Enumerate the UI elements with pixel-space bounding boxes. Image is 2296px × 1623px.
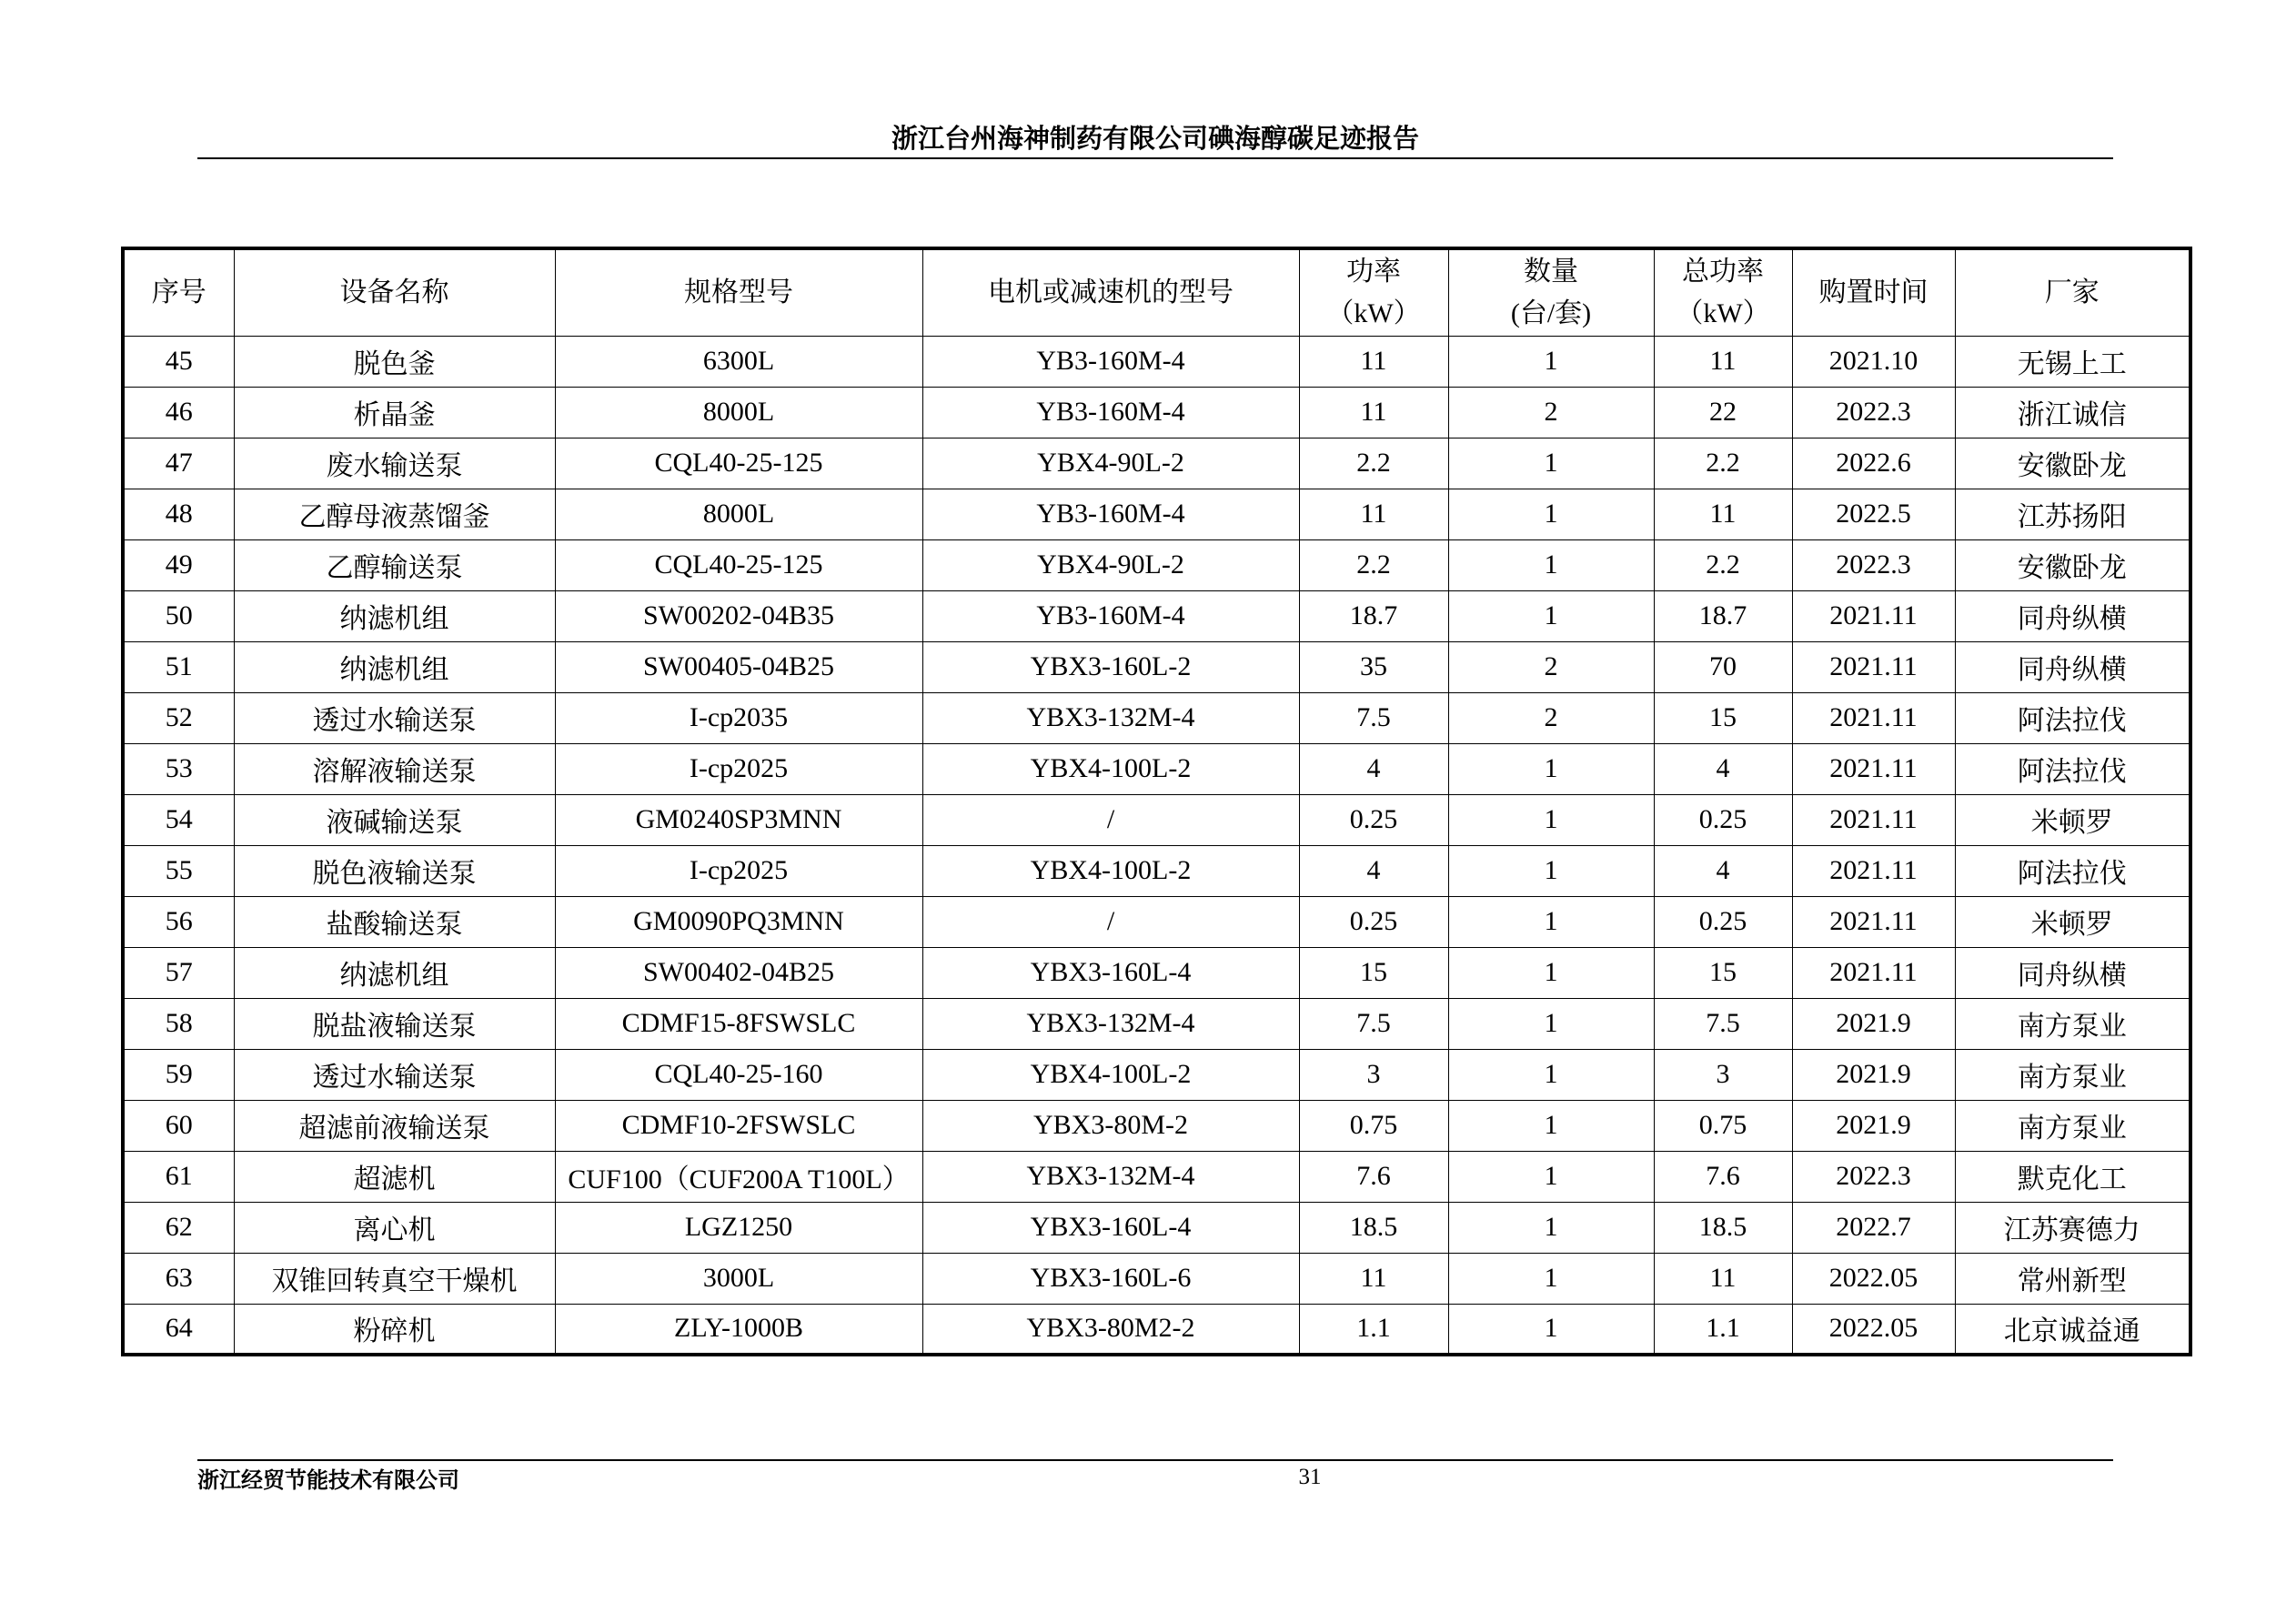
table-cell: 北京诚益通 bbox=[1955, 1304, 2190, 1355]
table-row bbox=[123, 1304, 2190, 1355]
table-cell: 2022.3 bbox=[1792, 387, 1955, 438]
table-cell: 1 bbox=[1448, 998, 1654, 1049]
table-cell: 59 bbox=[123, 1049, 234, 1100]
table-cell: 南方泵业 bbox=[1955, 1049, 2190, 1100]
column-header bbox=[922, 248, 1299, 336]
table-cell: 57 bbox=[123, 947, 234, 998]
table-cell: YBX3-132M-4 bbox=[922, 1151, 1299, 1202]
table-row bbox=[123, 896, 2190, 947]
table-cell: 超滤前液输送泵 bbox=[234, 1100, 555, 1151]
table-cell: YBX3-132M-4 bbox=[922, 692, 1299, 743]
column-header bbox=[1299, 248, 1448, 336]
table-cell: 1 bbox=[1448, 1304, 1654, 1355]
table-cell: 54 bbox=[123, 794, 234, 845]
table-cell: 2021.9 bbox=[1792, 1049, 1955, 1100]
table-row bbox=[123, 539, 2190, 590]
column-header-label: 功率 bbox=[1346, 256, 1401, 287]
table-cell: 48 bbox=[123, 489, 234, 539]
table-cell: 64 bbox=[123, 1304, 234, 1355]
table-cell: 62 bbox=[123, 1202, 234, 1253]
table-cell: 22 bbox=[1654, 387, 1792, 438]
table-cell: 2.2 bbox=[1299, 539, 1448, 590]
table-row bbox=[123, 845, 2190, 896]
table-cell: SW00405-04B25 bbox=[555, 641, 922, 692]
table-cell: 粉碎机 bbox=[234, 1304, 555, 1355]
table-cell: 液碱输送泵 bbox=[234, 794, 555, 845]
table-row bbox=[123, 1253, 2190, 1304]
table-cell: 纳滤机组 bbox=[234, 590, 555, 641]
table-cell: I-cp2025 bbox=[555, 845, 922, 896]
table-cell: 脱盐液输送泵 bbox=[234, 998, 555, 1049]
table-cell: 2022.6 bbox=[1792, 438, 1955, 489]
table-cell: 1 bbox=[1448, 947, 1654, 998]
column-header-label: （kW） bbox=[1326, 297, 1421, 328]
table-cell: YBX3-160L-4 bbox=[922, 947, 1299, 998]
table-cell: 1 bbox=[1448, 1100, 1654, 1151]
table-cell: 1.1 bbox=[1654, 1304, 1792, 1355]
footer-rule bbox=[197, 1459, 2113, 1461]
table-cell: 7.5 bbox=[1299, 692, 1448, 743]
table-cell: 1 bbox=[1448, 743, 1654, 794]
table-cell: 1 bbox=[1448, 336, 1654, 387]
table-cell: YBX3-160L-2 bbox=[922, 641, 1299, 692]
table-cell: 15 bbox=[1654, 692, 1792, 743]
table-cell: 3000L bbox=[555, 1253, 922, 1304]
table-cell: I-cp2035 bbox=[555, 692, 922, 743]
column-header-label: 规格型号 bbox=[684, 277, 793, 307]
table-cell: 4 bbox=[1654, 743, 1792, 794]
table-cell: GM0240SP3MNN bbox=[555, 794, 922, 845]
table-cell: 盐酸输送泵 bbox=[234, 896, 555, 947]
table-cell: 安徽卧龙 bbox=[1955, 438, 2190, 489]
column-header bbox=[1955, 248, 2190, 336]
column-header-label: 电机或减速机的型号 bbox=[988, 277, 1234, 307]
table-cell: / bbox=[922, 794, 1299, 845]
table-cell: 50 bbox=[123, 590, 234, 641]
table-cell: YBX3-160L-4 bbox=[922, 1202, 1299, 1253]
table-cell: 纳滤机组 bbox=[234, 641, 555, 692]
table-row bbox=[123, 590, 2190, 641]
table-cell: YBX4-100L-2 bbox=[922, 1049, 1299, 1100]
equipment-table-container bbox=[121, 247, 2192, 1356]
table-cell: 11 bbox=[1299, 336, 1448, 387]
table-body bbox=[123, 336, 2190, 1355]
table-cell: 透过水输送泵 bbox=[234, 1049, 555, 1100]
table-cell: 11 bbox=[1299, 1253, 1448, 1304]
table-cell: 默克化工 bbox=[1955, 1151, 2190, 1202]
column-header bbox=[234, 248, 555, 336]
table-row bbox=[123, 438, 2190, 489]
table-cell: 15 bbox=[1654, 947, 1792, 998]
table-cell: 1 bbox=[1448, 1253, 1654, 1304]
table-cell: 阿法拉伐 bbox=[1955, 845, 2190, 896]
table-cell: YBX3-160L-6 bbox=[922, 1253, 1299, 1304]
table-cell: 2021.10 bbox=[1792, 336, 1955, 387]
equipment-table bbox=[121, 247, 2192, 1356]
table-cell: 2021.11 bbox=[1792, 590, 1955, 641]
table-cell: 米顿罗 bbox=[1955, 794, 2190, 845]
table-cell: 18.5 bbox=[1654, 1202, 1792, 1253]
table-cell: 2.2 bbox=[1654, 438, 1792, 489]
table-cell: CQL40-25-160 bbox=[555, 1049, 922, 1100]
table-cell: 4 bbox=[1299, 743, 1448, 794]
table-cell: 46 bbox=[123, 387, 234, 438]
table-cell: 7.5 bbox=[1299, 998, 1448, 1049]
table-cell: 江苏扬阳 bbox=[1955, 489, 2190, 539]
table-cell: LGZ1250 bbox=[555, 1202, 922, 1253]
table-cell: 0.75 bbox=[1654, 1100, 1792, 1151]
table-cell: 63 bbox=[123, 1253, 234, 1304]
table-cell: YBX4-90L-2 bbox=[922, 438, 1299, 489]
table-cell: 8000L bbox=[555, 489, 922, 539]
table-cell: 11 bbox=[1654, 1253, 1792, 1304]
table-cell: CUF100（CUF200A T100L） bbox=[555, 1151, 922, 1202]
table-cell: 2021.11 bbox=[1792, 692, 1955, 743]
table-cell: 45 bbox=[123, 336, 234, 387]
table-cell: CQL40-25-125 bbox=[555, 539, 922, 590]
table-cell: 47 bbox=[123, 438, 234, 489]
table-cell: 15 bbox=[1299, 947, 1448, 998]
column-header bbox=[1792, 248, 1955, 336]
table-header-row bbox=[123, 248, 2190, 336]
column-header bbox=[123, 248, 234, 336]
table-cell: 2021.11 bbox=[1792, 896, 1955, 947]
table-cell: 2.2 bbox=[1654, 539, 1792, 590]
table-cell: 11 bbox=[1654, 336, 1792, 387]
table-cell: 超滤机 bbox=[234, 1151, 555, 1202]
column-header bbox=[1448, 248, 1654, 336]
table-cell: 阿法拉伐 bbox=[1955, 692, 2190, 743]
table-row bbox=[123, 794, 2190, 845]
table-cell: 南方泵业 bbox=[1955, 998, 2190, 1049]
column-header-label: (台/套) bbox=[1510, 297, 1592, 328]
table-cell: 米顿罗 bbox=[1955, 896, 2190, 947]
table-cell: 浙江诚信 bbox=[1955, 387, 2190, 438]
table-cell: 70 bbox=[1654, 641, 1792, 692]
table-cell: 2022.05 bbox=[1792, 1304, 1955, 1355]
table-cell: 1 bbox=[1448, 896, 1654, 947]
table-cell: ZLY-1000B bbox=[555, 1304, 922, 1355]
table-cell: 1 bbox=[1448, 1049, 1654, 1100]
table-cell: 55 bbox=[123, 845, 234, 896]
table-cell: 0.25 bbox=[1654, 794, 1792, 845]
table-cell: 2022.3 bbox=[1792, 539, 1955, 590]
table-cell: YBX3-132M-4 bbox=[922, 998, 1299, 1049]
table-cell: 61 bbox=[123, 1151, 234, 1202]
column-header-label: 设备名称 bbox=[339, 277, 449, 307]
table-row bbox=[123, 947, 2190, 998]
table-cell: 4 bbox=[1654, 845, 1792, 896]
table-cell: 南方泵业 bbox=[1955, 1100, 2190, 1151]
table-cell: 1 bbox=[1448, 438, 1654, 489]
table-cell: 双锥回转真空干燥机 bbox=[234, 1253, 555, 1304]
table-cell: 2021.11 bbox=[1792, 743, 1955, 794]
table-row bbox=[123, 641, 2190, 692]
table-cell: 0.25 bbox=[1299, 896, 1448, 947]
table-cell: 2 bbox=[1448, 641, 1654, 692]
column-header-label: 厂家 bbox=[2044, 277, 2100, 307]
table-cell: SW00402-04B25 bbox=[555, 947, 922, 998]
table-cell: 1.1 bbox=[1299, 1304, 1448, 1355]
table-cell: 51 bbox=[123, 641, 234, 692]
table-cell: 安徽卧龙 bbox=[1955, 539, 2190, 590]
table-cell: YB3-160M-4 bbox=[922, 387, 1299, 438]
table-row bbox=[123, 1049, 2190, 1100]
table-cell: GM0090PQ3MNN bbox=[555, 896, 922, 947]
table-cell: 60 bbox=[123, 1100, 234, 1151]
table-cell: 52 bbox=[123, 692, 234, 743]
column-header-label: 序号 bbox=[151, 277, 206, 307]
table-cell: 56 bbox=[123, 896, 234, 947]
table-cell: 7.6 bbox=[1299, 1151, 1448, 1202]
table-cell: 4 bbox=[1299, 845, 1448, 896]
table-cell: 乙醇母液蒸馏釜 bbox=[234, 489, 555, 539]
table-cell: 3 bbox=[1299, 1049, 1448, 1100]
table-row bbox=[123, 692, 2190, 743]
table-cell: 常州新型 bbox=[1955, 1253, 2190, 1304]
table-cell: 2021.11 bbox=[1792, 794, 1955, 845]
table-cell: YBX3-80M2-2 bbox=[922, 1304, 1299, 1355]
table-row bbox=[123, 998, 2190, 1049]
table-cell: 8000L bbox=[555, 387, 922, 438]
table-cell: 2021.11 bbox=[1792, 947, 1955, 998]
table-cell: 2021.9 bbox=[1792, 1100, 1955, 1151]
table-row bbox=[123, 1202, 2190, 1253]
table-cell: 0.25 bbox=[1654, 896, 1792, 947]
table-cell: 18.5 bbox=[1299, 1202, 1448, 1253]
table-cell: 阿法拉伐 bbox=[1955, 743, 2190, 794]
table-cell: 2022.3 bbox=[1792, 1151, 1955, 1202]
table-row bbox=[123, 336, 2190, 387]
table-cell: 0.75 bbox=[1299, 1100, 1448, 1151]
table-cell: 2021.11 bbox=[1792, 845, 1955, 896]
table-cell: 1 bbox=[1448, 845, 1654, 896]
table-cell: 透过水输送泵 bbox=[234, 692, 555, 743]
table-row bbox=[123, 387, 2190, 438]
table-cell: SW00202-04B35 bbox=[555, 590, 922, 641]
table-cell: 同舟纵横 bbox=[1955, 590, 2190, 641]
table-cell: 废水输送泵 bbox=[234, 438, 555, 489]
table-cell: 2.2 bbox=[1299, 438, 1448, 489]
table-cell: YB3-160M-4 bbox=[922, 489, 1299, 539]
table-row bbox=[123, 489, 2190, 539]
table-cell: 脱色液输送泵 bbox=[234, 845, 555, 896]
page-number: 31 bbox=[1298, 1465, 1322, 1489]
table-cell: 2022.7 bbox=[1792, 1202, 1955, 1253]
header-rule bbox=[197, 157, 2113, 159]
footer-company-name: 浙江经贸节能技术有限公司 bbox=[197, 1467, 459, 1493]
table-row bbox=[123, 743, 2190, 794]
table-cell: 江苏赛德力 bbox=[1955, 1202, 2190, 1253]
table-cell: CDMF10-2FSWSLC bbox=[555, 1100, 922, 1151]
table-cell: 1 bbox=[1448, 489, 1654, 539]
table-cell: 析晶釜 bbox=[234, 387, 555, 438]
table-cell: 1 bbox=[1448, 590, 1654, 641]
table-cell: 18.7 bbox=[1299, 590, 1448, 641]
column-header-label: 数量 bbox=[1524, 256, 1578, 287]
table-cell: 53 bbox=[123, 743, 234, 794]
column-header-label: 购置时间 bbox=[1818, 277, 1928, 307]
table-cell: 2022.05 bbox=[1792, 1253, 1955, 1304]
table-cell: 同舟纵横 bbox=[1955, 641, 2190, 692]
table-cell: 7.5 bbox=[1654, 998, 1792, 1049]
table-cell: 3 bbox=[1654, 1049, 1792, 1100]
table-cell: YBX4-100L-2 bbox=[922, 845, 1299, 896]
column-header-label: 总功率 bbox=[1682, 256, 1764, 287]
table-cell: 1 bbox=[1448, 1151, 1654, 1202]
table-cell: 7.6 bbox=[1654, 1151, 1792, 1202]
table-cell: CDMF15-8FSWSLC bbox=[555, 998, 922, 1049]
table-cell: 58 bbox=[123, 998, 234, 1049]
table-cell: 1 bbox=[1448, 1202, 1654, 1253]
table-cell: 1 bbox=[1448, 794, 1654, 845]
table-cell: 2021.9 bbox=[1792, 998, 1955, 1049]
table-cell: 1 bbox=[1448, 539, 1654, 590]
table-cell: / bbox=[922, 896, 1299, 947]
table-cell: YBX4-100L-2 bbox=[922, 743, 1299, 794]
column-header bbox=[555, 248, 922, 336]
table-cell: 同舟纵横 bbox=[1955, 947, 2190, 998]
table-row bbox=[123, 1100, 2190, 1151]
column-header bbox=[1654, 248, 1792, 336]
table-cell: 2022.5 bbox=[1792, 489, 1955, 539]
column-header-label: （kW） bbox=[1676, 297, 1770, 328]
table-cell: 35 bbox=[1299, 641, 1448, 692]
page-header-title: 浙江台州海神制药有限公司碘海醇碳足迹报告 bbox=[891, 123, 1419, 154]
table-cell: CQL40-25-125 bbox=[555, 438, 922, 489]
table-cell: I-cp2025 bbox=[555, 743, 922, 794]
table-cell: 11 bbox=[1299, 489, 1448, 539]
table-cell: 49 bbox=[123, 539, 234, 590]
table-cell: 无锡上工 bbox=[1955, 336, 2190, 387]
table-cell: 18.7 bbox=[1654, 590, 1792, 641]
table-cell: 2 bbox=[1448, 387, 1654, 438]
table-cell: 6300L bbox=[555, 336, 922, 387]
table-cell: 11 bbox=[1299, 387, 1448, 438]
table-cell: YB3-160M-4 bbox=[922, 590, 1299, 641]
table-cell: YB3-160M-4 bbox=[922, 336, 1299, 387]
table-cell: 0.25 bbox=[1299, 794, 1448, 845]
table-cell: 脱色釜 bbox=[234, 336, 555, 387]
table-cell: YBX3-80M-2 bbox=[922, 1100, 1299, 1151]
table-cell: 乙醇输送泵 bbox=[234, 539, 555, 590]
table-cell: 2021.11 bbox=[1792, 641, 1955, 692]
table-cell: YBX4-90L-2 bbox=[922, 539, 1299, 590]
table-cell: 2 bbox=[1448, 692, 1654, 743]
table-row bbox=[123, 1151, 2190, 1202]
table-cell: 溶解液输送泵 bbox=[234, 743, 555, 794]
table-cell: 纳滤机组 bbox=[234, 947, 555, 998]
table-cell: 11 bbox=[1654, 489, 1792, 539]
table-cell: 离心机 bbox=[234, 1202, 555, 1253]
